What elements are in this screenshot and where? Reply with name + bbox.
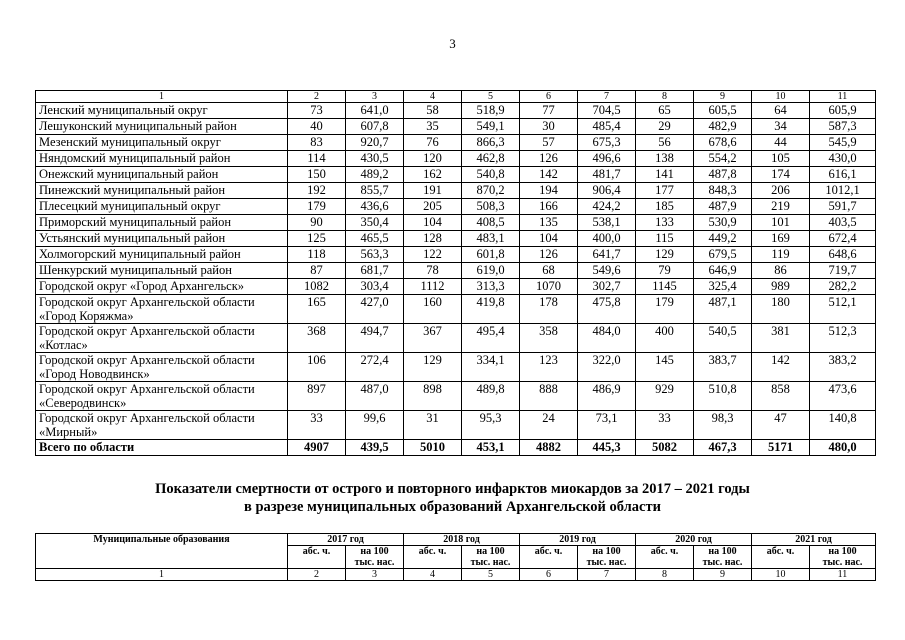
cell: 554,2 <box>694 151 752 167</box>
cell: 929 <box>636 382 694 411</box>
column-number: 4 <box>404 91 462 103</box>
cell: 115 <box>636 231 694 247</box>
cell: 114 <box>288 151 346 167</box>
row-name: Городской округ Архангельской области «Котлас» <box>36 324 288 353</box>
municipality-header: Муниципальные образования <box>36 534 288 569</box>
cell: 179 <box>288 199 346 215</box>
cell: 512,1 <box>810 295 876 324</box>
cell: 104 <box>404 215 462 231</box>
cell: 150 <box>288 167 346 183</box>
cell: 681,7 <box>346 263 404 279</box>
cell: 445,3 <box>578 440 636 456</box>
column-number: 5 <box>462 91 520 103</box>
cell: 989 <box>752 279 810 295</box>
cell: 1012,1 <box>810 183 876 199</box>
cell: 1145 <box>636 279 694 295</box>
column-number: 10 <box>752 569 810 581</box>
cell: 95,3 <box>462 411 520 440</box>
cell: 483,1 <box>462 231 520 247</box>
cell: 90 <box>288 215 346 231</box>
cell: 487,8 <box>694 167 752 183</box>
cell: 403,5 <box>810 215 876 231</box>
row-name: Городской округ Архангельской области «Город Новодвинск» <box>36 353 288 382</box>
section-title <box>0 480 905 516</box>
cell: 350,4 <box>346 215 404 231</box>
cell: 47 <box>752 411 810 440</box>
cell: 185 <box>636 199 694 215</box>
year-header: 2021 год <box>752 534 876 546</box>
column-number: 1 <box>36 91 288 103</box>
cell: 303,4 <box>346 279 404 295</box>
cell: 678,6 <box>694 135 752 151</box>
table-row <box>36 183 876 199</box>
cell: 122 <box>404 247 462 263</box>
cell: 430,0 <box>810 151 876 167</box>
cell: 302,7 <box>578 279 636 295</box>
cell: 484,0 <box>578 324 636 353</box>
row-name: Городской округ Архангельской области «Мирный» <box>36 411 288 440</box>
column-number: 3 <box>346 569 404 581</box>
table-row <box>36 353 876 382</box>
cell: 128 <box>404 231 462 247</box>
cell: 142 <box>520 167 578 183</box>
cell: 510,8 <box>694 382 752 411</box>
cell: 563,3 <box>346 247 404 263</box>
table-row <box>36 199 876 215</box>
cell: 607,8 <box>346 119 404 135</box>
cell: 30 <box>520 119 578 135</box>
cell: 487,0 <box>346 382 404 411</box>
cell: 76 <box>404 135 462 151</box>
cell: 40 <box>288 119 346 135</box>
cell: 549,6 <box>578 263 636 279</box>
rate-header-line: на 100 <box>476 546 505 557</box>
cell: 73,1 <box>578 411 636 440</box>
cell: 174 <box>752 167 810 183</box>
cell: 120 <box>404 151 462 167</box>
cell: 123 <box>520 353 578 382</box>
cell: 4882 <box>520 440 578 456</box>
cell: 194 <box>520 183 578 199</box>
cell: 56 <box>636 135 694 151</box>
cell: 34 <box>752 119 810 135</box>
cell: 358 <box>520 324 578 353</box>
cell: 119 <box>752 247 810 263</box>
rate-header-line: тыс. нас. <box>702 557 743 568</box>
column-number: 11 <box>810 91 876 103</box>
table-row <box>36 247 876 263</box>
abs-header: абс. ч. <box>404 546 462 569</box>
cell: 178 <box>520 295 578 324</box>
rate-header <box>346 546 404 569</box>
cell: 495,4 <box>462 324 520 353</box>
cell: 133 <box>636 215 694 231</box>
abs-header: абс. ч. <box>288 546 346 569</box>
cell: 322,0 <box>578 353 636 382</box>
cell: 648,6 <box>810 247 876 263</box>
cell: 78 <box>404 263 462 279</box>
row-name: Городской округ Архангельской области «Северодвинск» <box>36 382 288 411</box>
cell: 601,8 <box>462 247 520 263</box>
cell: 383,2 <box>810 353 876 382</box>
cell: 898 <box>404 382 462 411</box>
total-row <box>36 440 876 456</box>
cell: 140,8 <box>810 411 876 440</box>
cell: 439,5 <box>346 440 404 456</box>
cell: 489,8 <box>462 382 520 411</box>
cell: 424,2 <box>578 199 636 215</box>
cell: 400,0 <box>578 231 636 247</box>
year-header: 2017 год <box>288 534 404 546</box>
year-header: 2018 год <box>404 534 520 546</box>
cell: 487,1 <box>694 295 752 324</box>
cell: 24 <box>520 411 578 440</box>
column-number: 11 <box>810 569 876 581</box>
cell: 169 <box>752 231 810 247</box>
cell: 106 <box>288 353 346 382</box>
column-number: 9 <box>694 569 752 581</box>
cell: 897 <box>288 382 346 411</box>
cell: 272,4 <box>346 353 404 382</box>
rate-header-line: на 100 <box>708 546 737 557</box>
rate-header-line: на 100 <box>828 546 857 557</box>
column-number: 2 <box>288 91 346 103</box>
cell: 508,3 <box>462 199 520 215</box>
cell: 870,2 <box>462 183 520 199</box>
rate-header-line: тыс. нас. <box>354 557 395 568</box>
year-header: 2020 год <box>636 534 752 546</box>
column-number: 5 <box>462 569 520 581</box>
cell: 313,3 <box>462 279 520 295</box>
rate-header-line: на 100 <box>592 546 621 557</box>
cell: 462,8 <box>462 151 520 167</box>
abs-header: абс. ч. <box>636 546 694 569</box>
column-number: 6 <box>520 569 578 581</box>
table-row <box>36 231 876 247</box>
column-number: 3 <box>346 91 404 103</box>
cell: 73 <box>288 103 346 119</box>
cell: 98,3 <box>694 411 752 440</box>
cell: 855,7 <box>346 183 404 199</box>
cell: 530,9 <box>694 215 752 231</box>
cell: 180 <box>752 295 810 324</box>
cell: 57 <box>520 135 578 151</box>
cell: 848,3 <box>694 183 752 199</box>
table-row <box>36 295 876 324</box>
cell: 616,1 <box>810 167 876 183</box>
cell: 165 <box>288 295 346 324</box>
cell: 142 <box>752 353 810 382</box>
cell: 118 <box>288 247 346 263</box>
rate-header <box>462 546 520 569</box>
next-table-header <box>35 533 876 581</box>
cell: 368 <box>288 324 346 353</box>
cell: 605,5 <box>694 103 752 119</box>
row-name: Устьянский муниципальный район <box>36 231 288 247</box>
row-name: Всего по области <box>36 440 288 456</box>
row-name: Плесецкий муниципальный округ <box>36 199 288 215</box>
table-row <box>36 119 876 135</box>
cell: 1070 <box>520 279 578 295</box>
cell: 282,2 <box>810 279 876 295</box>
cell: 427,0 <box>346 295 404 324</box>
cell: 192 <box>288 183 346 199</box>
cell: 141 <box>636 167 694 183</box>
cell: 138 <box>636 151 694 167</box>
cell: 1112 <box>404 279 462 295</box>
cell: 105 <box>752 151 810 167</box>
cell: 518,9 <box>462 103 520 119</box>
cell: 419,8 <box>462 295 520 324</box>
row-name: Няндомский муниципальный район <box>36 151 288 167</box>
column-number-row <box>36 569 876 581</box>
column-number: 2 <box>288 569 346 581</box>
cell: 35 <box>404 119 462 135</box>
cell: 591,7 <box>810 199 876 215</box>
cell: 145 <box>636 353 694 382</box>
table-row <box>36 382 876 411</box>
cell: 485,4 <box>578 119 636 135</box>
table-row <box>36 135 876 151</box>
cell: 99,6 <box>346 411 404 440</box>
cell: 5171 <box>752 440 810 456</box>
column-number: 10 <box>752 91 810 103</box>
cell: 866,3 <box>462 135 520 151</box>
cell: 68 <box>520 263 578 279</box>
cell: 512,3 <box>810 324 876 353</box>
cell: 64 <box>752 103 810 119</box>
cell: 86 <box>752 263 810 279</box>
cell: 125 <box>288 231 346 247</box>
cell: 858 <box>752 382 810 411</box>
cell: 31 <box>404 411 462 440</box>
cell: 160 <box>404 295 462 324</box>
column-number: 7 <box>578 569 636 581</box>
cell: 1082 <box>288 279 346 295</box>
cell: 465,5 <box>346 231 404 247</box>
row-name: Холмогорский муниципальный район <box>36 247 288 263</box>
cell: 33 <box>636 411 694 440</box>
row-name: Городской округ «Город Архангельск» <box>36 279 288 295</box>
section-title-line: в разрезе муниципальных образований Архангельской области <box>244 499 661 515</box>
cell: 482,9 <box>694 119 752 135</box>
cell: 79 <box>636 263 694 279</box>
mortality-data-table <box>35 90 876 456</box>
column-number-row <box>36 91 876 103</box>
column-number: 8 <box>636 91 694 103</box>
cell: 44 <box>752 135 810 151</box>
cell: 325,4 <box>694 279 752 295</box>
year-header-row <box>36 534 876 546</box>
rate-header-line: тыс. нас. <box>822 557 863 568</box>
cell: 545,9 <box>810 135 876 151</box>
cell: 619,0 <box>462 263 520 279</box>
cell: 496,6 <box>578 151 636 167</box>
table-row <box>36 103 876 119</box>
cell: 126 <box>520 247 578 263</box>
cell: 672,4 <box>810 231 876 247</box>
cell: 334,1 <box>462 353 520 382</box>
cell: 538,1 <box>578 215 636 231</box>
column-number: 6 <box>520 91 578 103</box>
cell: 129 <box>404 353 462 382</box>
cell: 494,7 <box>346 324 404 353</box>
cell: 489,2 <box>346 167 404 183</box>
cell: 101 <box>752 215 810 231</box>
cell: 540,5 <box>694 324 752 353</box>
cell: 77 <box>520 103 578 119</box>
rate-header-line: тыс. нас. <box>586 557 627 568</box>
rate-header-line: на 100 <box>360 546 389 557</box>
row-name: Ленский муниципальный округ <box>36 103 288 119</box>
cell: 126 <box>520 151 578 167</box>
column-number: 4 <box>404 569 462 581</box>
rate-header-line: тыс. нас. <box>470 557 511 568</box>
cell: 906,4 <box>578 183 636 199</box>
cell: 104 <box>520 231 578 247</box>
cell: 605,9 <box>810 103 876 119</box>
section-title-line: Показатели смертности от острого и повторного инфарктов миокардов за 2017 – 2021 годы <box>155 481 750 497</box>
cell: 205 <box>404 199 462 215</box>
column-number: 9 <box>694 91 752 103</box>
abs-header: абс. ч. <box>752 546 810 569</box>
cell: 65 <box>636 103 694 119</box>
row-name: Мезенский муниципальный округ <box>36 135 288 151</box>
row-name: Приморский муниципальный район <box>36 215 288 231</box>
cell: 129 <box>636 247 694 263</box>
cell: 719,7 <box>810 263 876 279</box>
cell: 481,7 <box>578 167 636 183</box>
abs-header: абс. ч. <box>520 546 578 569</box>
cell: 206 <box>752 183 810 199</box>
row-name: Городской округ Архангельской области «Город Коряжма» <box>36 295 288 324</box>
cell: 473,6 <box>810 382 876 411</box>
cell: 400 <box>636 324 694 353</box>
cell: 436,6 <box>346 199 404 215</box>
cell: 191 <box>404 183 462 199</box>
cell: 646,9 <box>694 263 752 279</box>
cell: 162 <box>404 167 462 183</box>
cell: 383,7 <box>694 353 752 382</box>
cell: 135 <box>520 215 578 231</box>
cell: 177 <box>636 183 694 199</box>
year-header: 2019 год <box>520 534 636 546</box>
cell: 179 <box>636 295 694 324</box>
table-row <box>36 167 876 183</box>
cell: 587,3 <box>810 119 876 135</box>
cell: 549,1 <box>462 119 520 135</box>
cell: 704,5 <box>578 103 636 119</box>
row-name: Онежский муниципальный район <box>36 167 288 183</box>
table-row <box>36 263 876 279</box>
cell: 29 <box>636 119 694 135</box>
cell: 679,5 <box>694 247 752 263</box>
cell: 453,1 <box>462 440 520 456</box>
cell: 675,3 <box>578 135 636 151</box>
cell: 641,0 <box>346 103 404 119</box>
cell: 408,5 <box>462 215 520 231</box>
cell: 381 <box>752 324 810 353</box>
cell: 487,9 <box>694 199 752 215</box>
table-row <box>36 151 876 167</box>
rate-header <box>578 546 636 569</box>
cell: 888 <box>520 382 578 411</box>
cell: 166 <box>520 199 578 215</box>
cell: 486,9 <box>578 382 636 411</box>
row-name: Шенкурский муниципальный район <box>36 263 288 279</box>
column-number: 7 <box>578 91 636 103</box>
table-row <box>36 324 876 353</box>
cell: 467,3 <box>694 440 752 456</box>
cell: 4907 <box>288 440 346 456</box>
cell: 58 <box>404 103 462 119</box>
cell: 920,7 <box>346 135 404 151</box>
cell: 367 <box>404 324 462 353</box>
cell: 430,5 <box>346 151 404 167</box>
cell: 5010 <box>404 440 462 456</box>
cell: 5082 <box>636 440 694 456</box>
cell: 87 <box>288 263 346 279</box>
cell: 540,8 <box>462 167 520 183</box>
rate-header <box>694 546 752 569</box>
table-row <box>36 279 876 295</box>
column-number: 1 <box>36 569 288 581</box>
table-row <box>36 411 876 440</box>
row-name: Пинежский муниципальный район <box>36 183 288 199</box>
cell: 219 <box>752 199 810 215</box>
row-name: Лешуконский муниципальный район <box>36 119 288 135</box>
cell: 641,7 <box>578 247 636 263</box>
cell: 475,8 <box>578 295 636 324</box>
page-number: 3 <box>449 36 456 51</box>
column-number: 8 <box>636 569 694 581</box>
cell: 83 <box>288 135 346 151</box>
cell: 33 <box>288 411 346 440</box>
cell: 480,0 <box>810 440 876 456</box>
rate-header <box>810 546 876 569</box>
table-row <box>36 215 876 231</box>
cell: 449,2 <box>694 231 752 247</box>
